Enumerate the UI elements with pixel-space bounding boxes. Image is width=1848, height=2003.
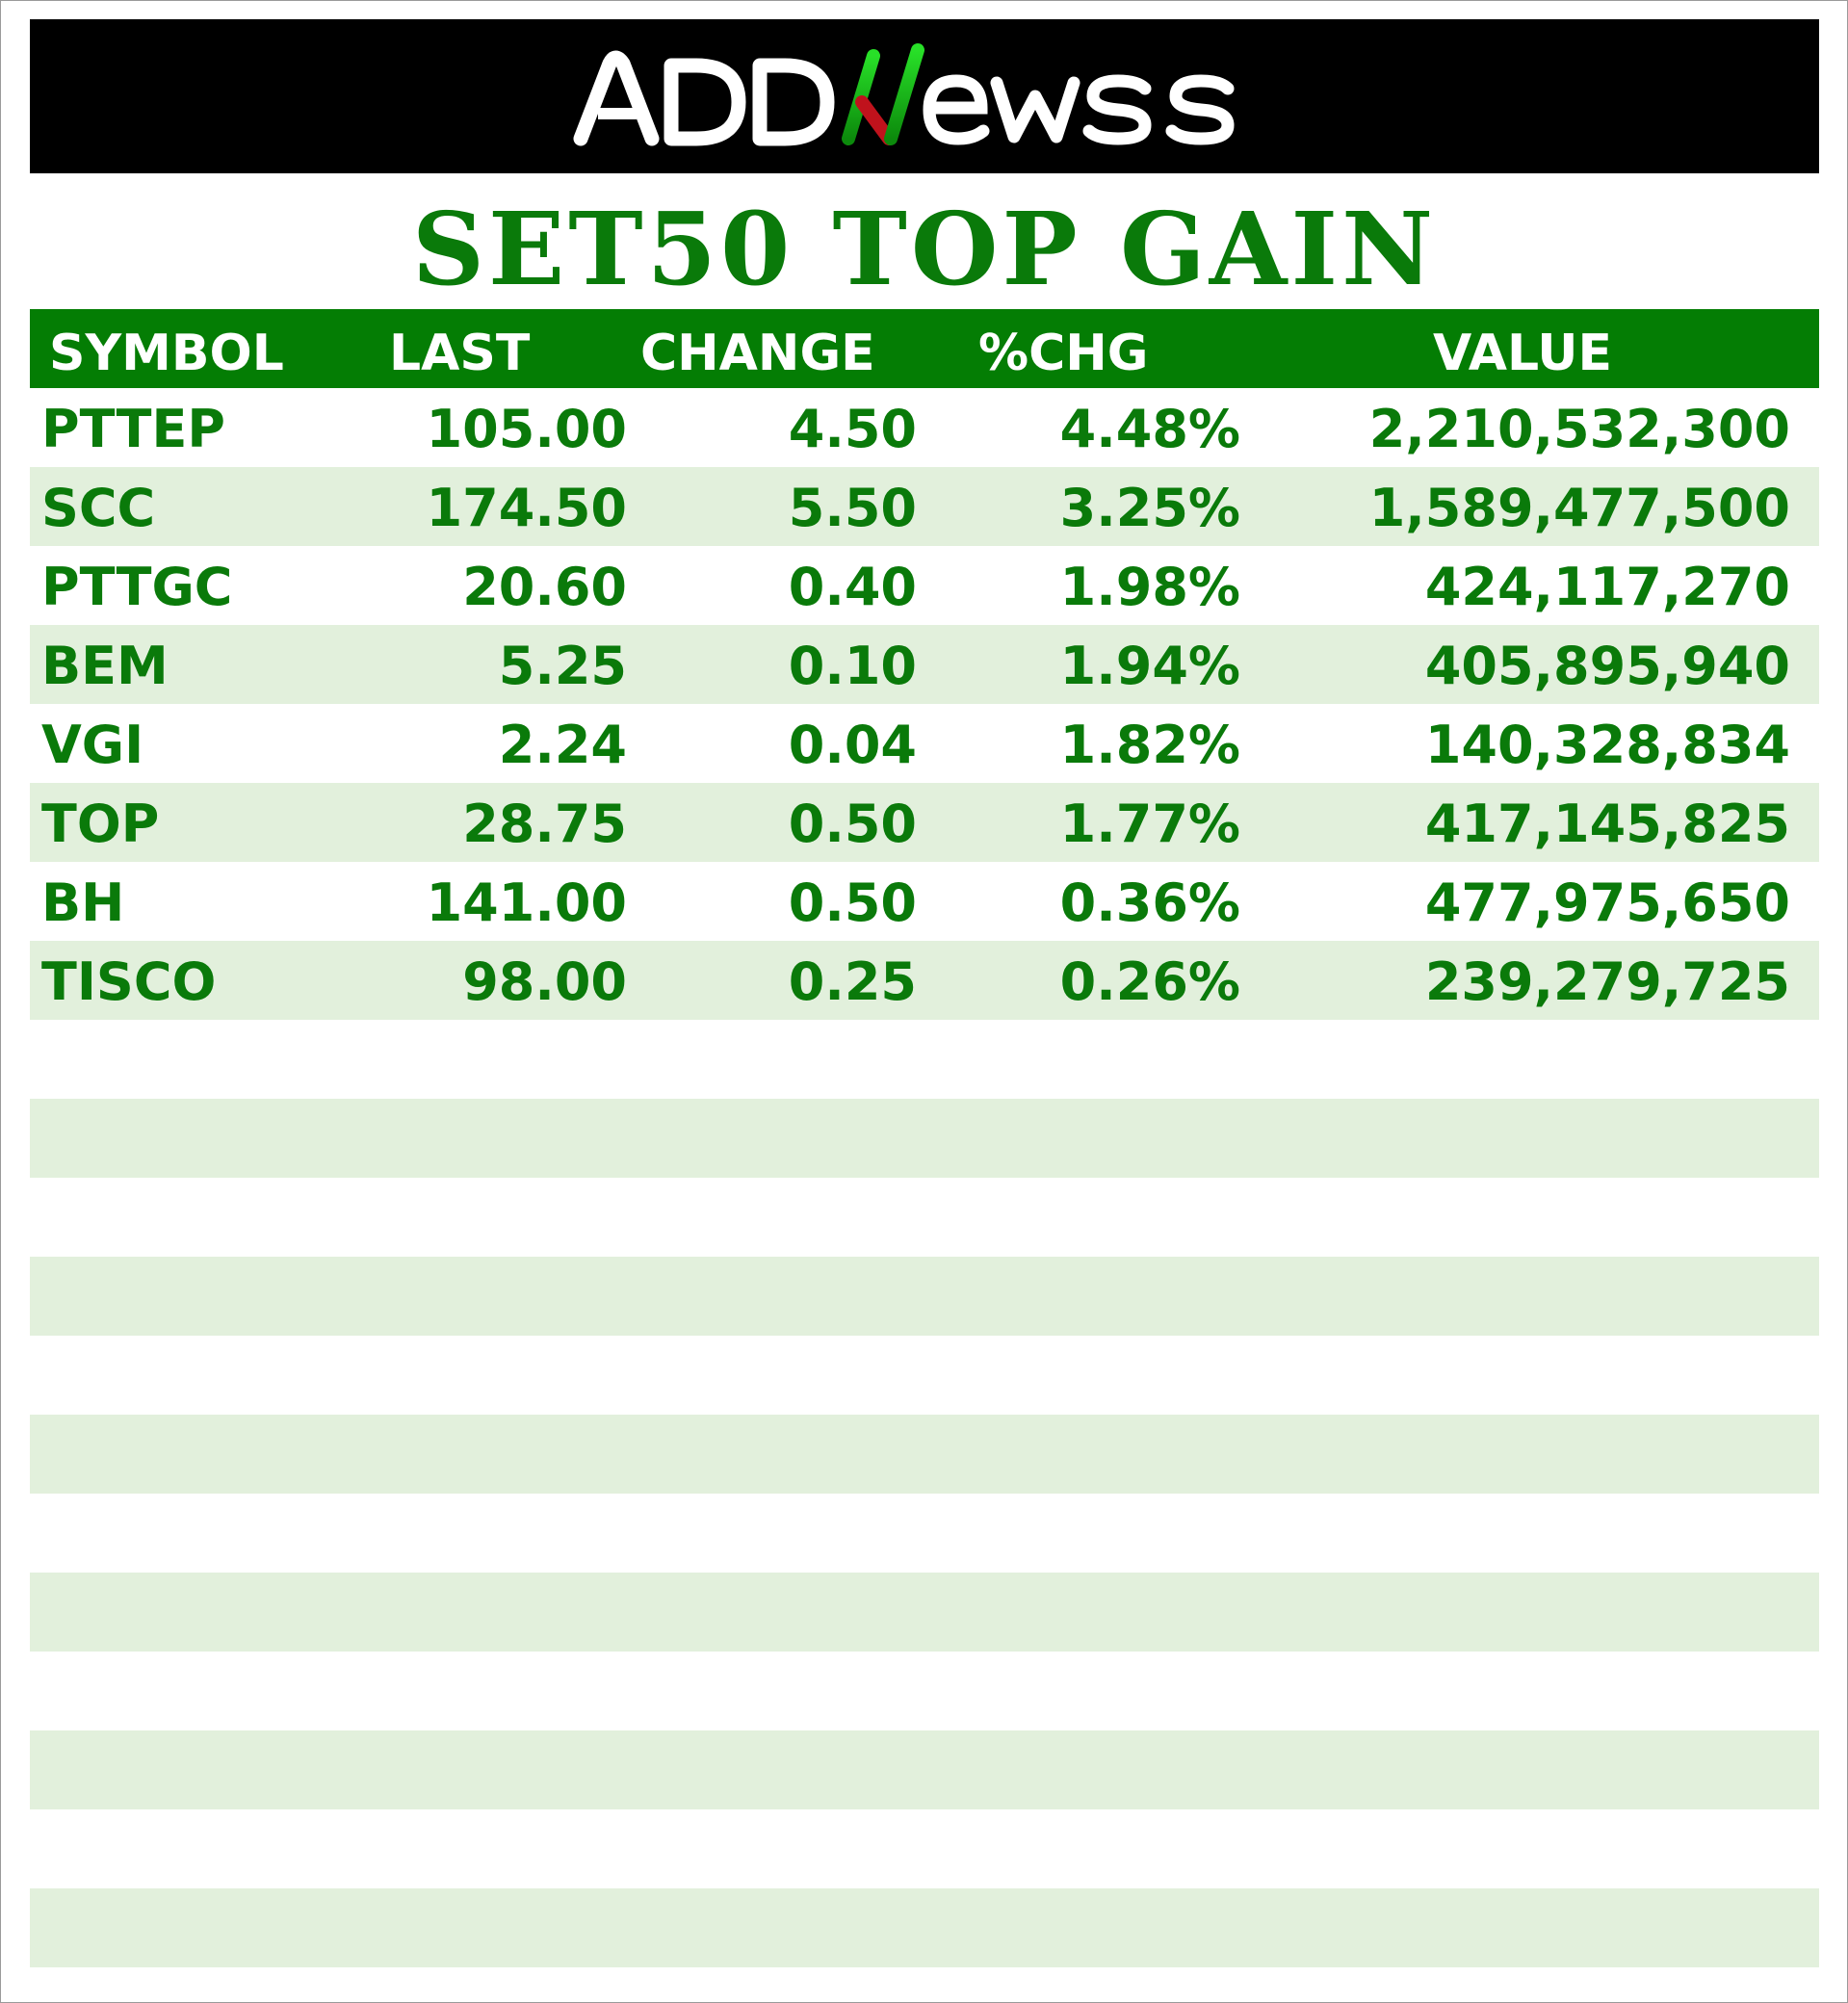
top-gain-table [30, 309, 1819, 1967]
brand-banner [30, 19, 1819, 173]
table-row [30, 546, 1819, 625]
table-row [30, 625, 1819, 704]
cell-value: 477,975,650 [1424, 872, 1790, 933]
cell-symbol: VGI [41, 715, 144, 775]
cell-pct-change: 1.94% [1059, 636, 1240, 696]
cell-last: 174.50 [426, 478, 627, 538]
cell-last: 5.25 [498, 636, 627, 696]
empty-row [30, 1730, 1819, 1809]
table-row [30, 862, 1819, 941]
cell-pct-change: 0.36% [1059, 872, 1240, 933]
table-row [30, 783, 1819, 862]
cell-pct-change: 3.25% [1059, 478, 1240, 538]
cell-value: 239,279,725 [1424, 951, 1790, 1012]
cell-pct-change: 1.77% [1059, 793, 1240, 854]
cell-change: 0.10 [788, 636, 917, 696]
empty-row [30, 1652, 1819, 1730]
cell-change: 4.50 [788, 399, 917, 459]
table-row [30, 704, 1819, 783]
table-row [30, 941, 1819, 1020]
empty-row [30, 1178, 1819, 1257]
column-header-pct-change: %CHG [978, 325, 1149, 382]
empty-row [30, 1573, 1819, 1652]
cell-pct-change: 0.26% [1059, 951, 1240, 1012]
cell-pct-change: 1.82% [1059, 715, 1240, 775]
cell-last: 20.60 [462, 557, 627, 617]
empty-row [30, 1809, 1819, 1888]
cell-symbol: BH [41, 872, 125, 933]
cell-change: 0.50 [788, 793, 917, 854]
cell-last: 98.00 [462, 951, 627, 1012]
cell-pct-change: 4.48% [1059, 399, 1240, 459]
cell-symbol: TISCO [41, 951, 217, 1012]
empty-row [30, 1099, 1819, 1178]
logo-graphic [573, 39, 1276, 154]
cell-symbol: SCC [41, 478, 156, 538]
empty-row [30, 1257, 1819, 1336]
column-header-change: CHANGE [640, 325, 875, 382]
cell-pct-change: 1.98% [1059, 557, 1240, 617]
empty-row [30, 1020, 1819, 1099]
cell-last: 141.00 [426, 872, 627, 933]
column-header-value: VALUE [1433, 325, 1612, 382]
empty-row [30, 1888, 1819, 1967]
cell-value: 417,145,825 [1424, 793, 1790, 854]
empty-row [30, 1494, 1819, 1573]
cell-last: 28.75 [462, 793, 627, 854]
cell-symbol: PTTEP [41, 399, 225, 459]
cell-symbol: TOP [41, 793, 160, 854]
column-header-last: LAST [389, 325, 531, 382]
table-header [30, 309, 1819, 388]
cell-value: 140,328,834 [1424, 715, 1790, 775]
cell-value: 2,210,532,300 [1368, 399, 1790, 459]
table-row [30, 388, 1819, 467]
cell-symbol: BEM [41, 636, 169, 696]
cell-change: 0.40 [788, 557, 917, 617]
addnewss-logo [30, 19, 1819, 173]
cell-change: 0.25 [788, 951, 917, 1012]
cell-last: 2.24 [498, 715, 627, 775]
empty-row [30, 1336, 1819, 1415]
cell-last: 105.00 [426, 399, 627, 459]
page-title: SET50 TOP GAIN [411, 190, 1438, 308]
empty-row [30, 1415, 1819, 1494]
cell-symbol: PTTGC [41, 557, 233, 617]
column-header-symbol: SYMBOL [49, 325, 284, 382]
cell-value: 1,589,477,500 [1368, 478, 1790, 538]
table-row [30, 467, 1819, 546]
cell-change: 0.04 [788, 715, 917, 775]
cell-value: 424,117,270 [1424, 557, 1790, 617]
cell-change: 5.50 [788, 478, 917, 538]
cell-change: 0.50 [788, 872, 917, 933]
cell-value: 405,895,940 [1424, 636, 1790, 696]
